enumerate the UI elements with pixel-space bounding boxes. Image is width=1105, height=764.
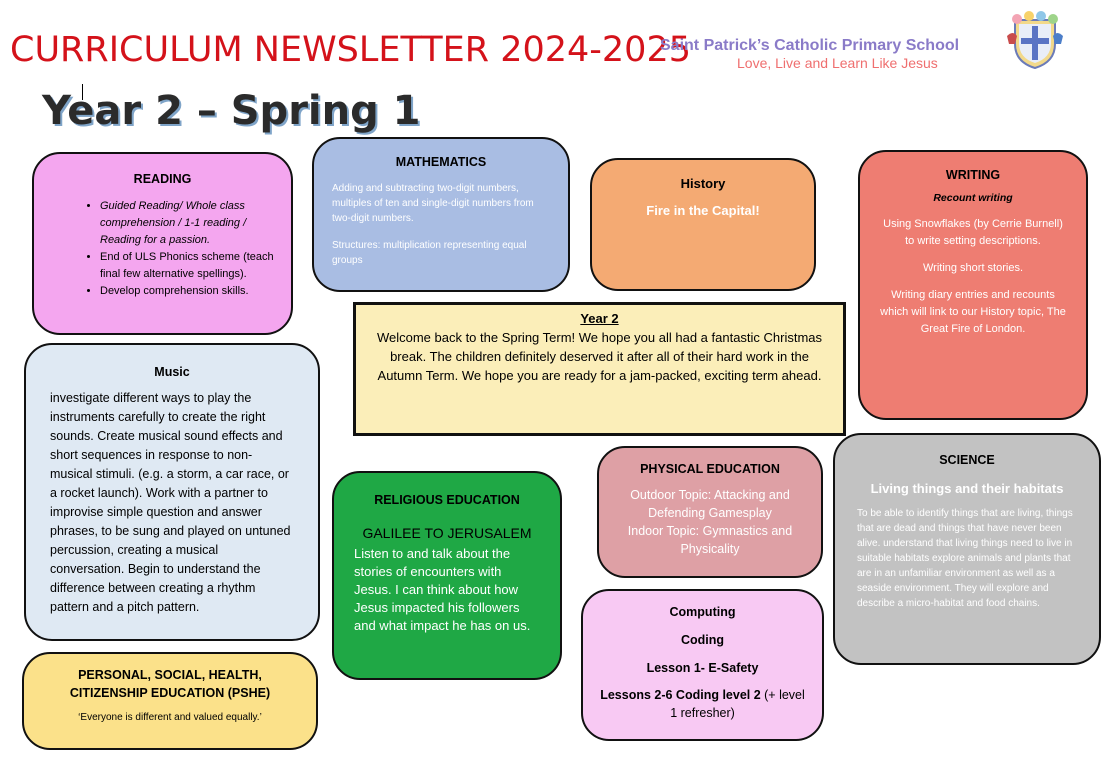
- computing-lessons-rest: (+ level 1 refresher): [670, 688, 805, 720]
- reading-list: [48, 198, 277, 300]
- mathematics-box: [312, 137, 570, 292]
- history-topic: Fire in the Capital!: [646, 203, 760, 218]
- computing-lessons-bold: Lessons 2-6 Coding level 2: [600, 688, 761, 702]
- welcome-heading: Year 2: [580, 311, 619, 326]
- reading-item-1: • Guided Reading/ Whole class comprehension / 1-1 reading / Reading for a passion.: [100, 198, 277, 249]
- history-box: [590, 158, 816, 291]
- computing-topic: Coding: [680, 633, 725, 647]
- welcome-box: [353, 302, 846, 436]
- music-box: [24, 343, 320, 641]
- pe-heading: PHYSICAL EDUCATION: [640, 462, 780, 476]
- computing-box: [581, 589, 824, 741]
- computing-lessons-2-6: [599, 686, 806, 722]
- history-heading: History: [680, 176, 726, 191]
- pe-indoor: Indoor Topic: Gymnastics and Physicality: [627, 524, 793, 556]
- reading-box: [32, 152, 293, 335]
- music-heading: Music: [154, 365, 190, 379]
- writing-subheading: Recount writing: [933, 192, 1013, 204]
- pe-box: [597, 446, 823, 578]
- writing-text-2: Writing short stories.: [922, 262, 1024, 274]
- welcome-text: Welcome back to the Spring Term! We hope you all had a fantastic Christmas break. The children definitely deserved it after all of their hard work in the Autumn Term. We hope you are ready for a jam-packed, exciting term ahead.: [376, 330, 823, 383]
- science-text: To be able to identify things that are living, things that are dead and things that have never been alive. understand that living things need to live in suitable habitats explore animals and plants that are in an unfamiliar environment as well as a seaside environment. They will explore and describe a micro-habitat and food chains.: [857, 508, 1073, 609]
- school-motto: Love, Live and Learn Like Jesus: [737, 55, 938, 71]
- re-heading: RELIGIOUS EDUCATION: [374, 493, 520, 507]
- science-topic: Living things and their habitats: [870, 481, 1064, 496]
- re-box: [332, 471, 562, 680]
- pshe-heading: PERSONAL, SOCIAL, HEALTH, CITIZENSHIP EDUCATION (PSHE): [69, 668, 271, 700]
- pe-outdoor: Outdoor Topic: Attacking and Defending Gamesplay: [630, 488, 790, 520]
- mathematics-text-2: Structures: multiplication representing equal groups: [332, 240, 527, 266]
- computing-heading: Computing: [669, 605, 736, 619]
- writing-text-1: Using Snowflakes (by Cerrie Burnell) to write setting descriptions.: [883, 218, 1063, 247]
- computing-lesson-1: Lesson 1- E-Safety: [646, 661, 759, 675]
- newsletter-title: CURRICULUM NEWSLETTER 2024-2025: [10, 30, 691, 70]
- reading-heading: READING: [133, 172, 192, 186]
- pshe-quote: ‘Everyone is different and valued equally.’: [78, 712, 262, 723]
- mathematics-heading: MATHEMATICS: [395, 155, 487, 169]
- school-logo-icon: [1005, 10, 1065, 70]
- reading-item-2: • End of ULS Phonics scheme (teach final few alternative spellings).: [100, 249, 277, 283]
- re-topic: GALILEE TO JERUSALEM: [362, 525, 532, 541]
- science-heading: SCIENCE: [939, 453, 995, 467]
- year-title: Year 2 – Spring 1: [42, 88, 421, 134]
- science-box: [833, 433, 1101, 665]
- writing-heading: WRITING: [945, 168, 1001, 182]
- school-name: Saint Patrick’s Catholic Primary School: [660, 37, 960, 54]
- mathematics-text-1: Adding and subtracting two-digit numbers, multiples of ten and single-digit numbers from two-digit numbers.: [332, 183, 534, 224]
- re-text: Listen to and talk about the stories of encounters with Jesus. I can think about how Jesus impacted his followers and what impact he has on us.: [354, 546, 531, 633]
- writing-box: [858, 150, 1088, 420]
- writing-text-3: Writing diary entries and recounts which will link to our History topic, The Great Fire of London.: [880, 289, 1066, 335]
- reading-item-3: • Develop comprehension skills.: [100, 283, 277, 300]
- pshe-box: [22, 652, 318, 750]
- music-text: investigate different ways to play the instruments carefully to create the right sounds. Create musical sound effects and short sequences in response to non-musical stimuli. (e.g. a storm, a car race, or a rocket launch). Work with a partner to improvise simple question and answer phrases, to be sung and played on untuned percussion, creating a musical conversation. Begin to understand the difference between creating a rhythm pattern and a pitch pattern.: [50, 391, 291, 614]
